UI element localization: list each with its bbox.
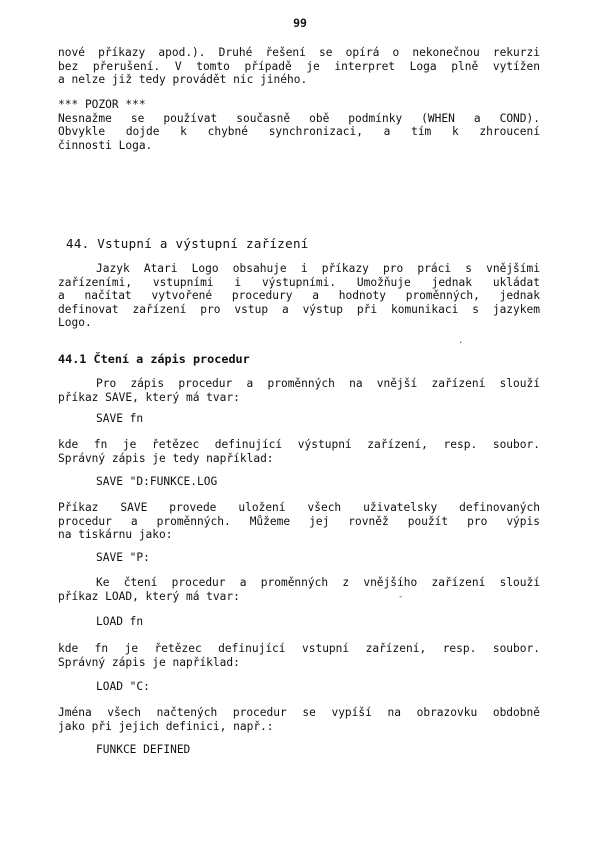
text-line: Logo. (58, 316, 92, 330)
subsection-heading: 44.1 Čtení a zápis procedur (58, 352, 250, 366)
text-line: Nesnažme se používat současně obě podmínky (WHEN a COND). (58, 111, 540, 125)
paragraph (58, 576, 540, 603)
text-line: kde fn je řetězec definující výstupní zařízení, resp. soubor. (58, 438, 540, 451)
text-line: nové příkazy apod.). Druhé řešení se opírá o nekonečnou rekurzi (58, 46, 540, 59)
text-line: příkaz LOAD, který má tvar: (58, 589, 240, 603)
text-line: jako při jejich definici, např.: (58, 719, 274, 733)
section-heading: 44. Vstupní a výstupní zařízení (66, 236, 309, 251)
text-line: Obvykle dojde k chybné synchronizaci, a tím k zhroucení (58, 125, 540, 139)
text-line: kde fn je řetězec definující vstupní zařízení, resp. soubor. (58, 642, 540, 655)
text-line: bez přerušení. V tomto případě je interpret Loga plně vytížen (58, 59, 540, 73)
paragraph (58, 501, 540, 542)
stray-mark: . (458, 336, 464, 346)
paragraph (58, 377, 540, 404)
warning-block (58, 98, 540, 152)
text-line: Příkaz SAVE provede uložení všech uživatelsky definovaných (58, 501, 540, 514)
text-line: Pro zápis procedur a proměnných na vnější zařízení slouží (96, 377, 540, 390)
text-line: zařízeními, vstupními i výstupními. Umožňuje jednak ukládat (58, 275, 540, 289)
code-line: LOAD "C: (96, 680, 150, 693)
code-line: SAVE "D:FUNKCE.LOG (96, 475, 218, 488)
text-line: a nelze již tedy provádět nic jiného. (58, 73, 308, 87)
text-line: a načítat vytvořené procedury a hodnoty proměnných, jednak (58, 289, 540, 303)
warning-title: *** POZOR *** (58, 98, 146, 111)
text-line: na tiskárnu jako: (58, 528, 173, 542)
code-line: SAVE "P: (96, 551, 150, 564)
text-line: příkaz SAVE, který má tvar: (58, 390, 240, 404)
text-line: Ke čtení procedur a proměnných z vnějšího zařízení slouží (96, 576, 540, 589)
text-line: definovat zařízení pro vstup a výstup při komunikaci s jazykem (58, 302, 540, 316)
stray-mark: - (398, 592, 404, 602)
section-intro-paragraph (58, 262, 540, 330)
paragraph (58, 642, 540, 669)
paragraph-continuation (58, 46, 540, 87)
code-line: FUNKCE DEFINED (96, 743, 191, 756)
text-line: Jména všech načtených procedur se vypíší na obrazovku obdobně (58, 706, 540, 719)
paragraph (58, 438, 540, 465)
text-line: Správný zápis je tedy například: (58, 451, 274, 465)
code-line: SAVE fn (96, 412, 144, 425)
text-line: Správný zápis je například: (58, 655, 240, 669)
text-line: činnosti Loga. (58, 138, 153, 152)
text-line: procedur a proměnných. Můžeme jej rovněž použít pro výpis (58, 514, 540, 528)
page-number: 99 (293, 16, 307, 30)
paragraph (58, 706, 540, 733)
code-line: LOAD fn (96, 615, 144, 628)
text-line: Jazyk Atari Logo obsahuje i příkazy pro práci s vnějšími (96, 262, 540, 275)
